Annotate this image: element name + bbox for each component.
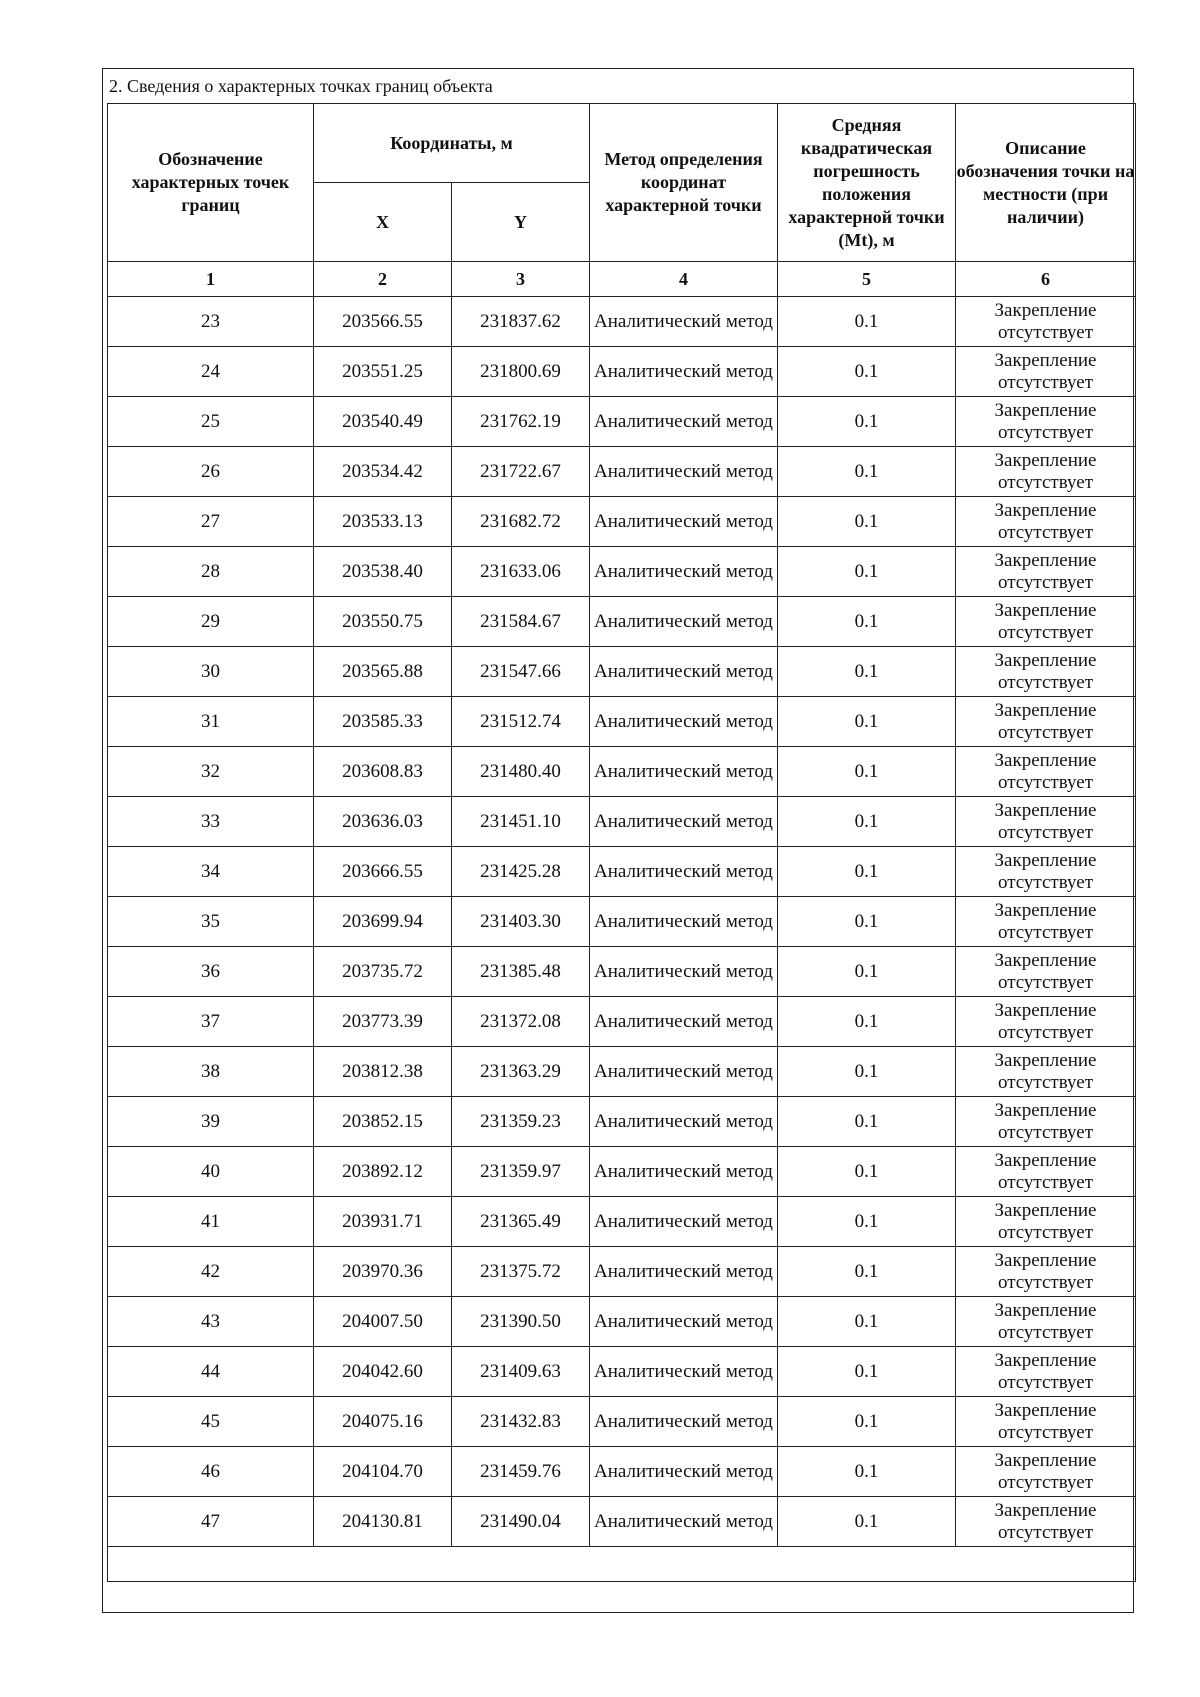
column-number: 2	[314, 262, 452, 297]
x-coordinate-cell: 203735.72	[314, 947, 452, 997]
table-row	[108, 997, 1136, 1047]
description-cell: Закрепление отсутствует	[956, 647, 1136, 697]
point-cell: 38	[108, 1047, 314, 1097]
method-cell: Аналитический метод	[590, 1347, 778, 1397]
description-cell: Закрепление отсутствует	[956, 1397, 1136, 1447]
x-coordinate-cell: 203812.38	[314, 1047, 452, 1097]
y-coordinate-cell: 231762.19	[452, 397, 590, 447]
method-cell: Аналитический метод	[590, 497, 778, 547]
description-cell: Закрепление отсутствует	[956, 297, 1136, 347]
column-numbers-row	[108, 262, 1136, 297]
mean-error-cell: 0.1	[778, 897, 956, 947]
method-cell: Аналитический метод	[590, 1397, 778, 1447]
table-row	[108, 747, 1136, 797]
point-cell: 37	[108, 997, 314, 1047]
x-coordinate-cell: 203970.36	[314, 1247, 452, 1297]
table-row	[108, 1047, 1136, 1097]
table-row	[108, 897, 1136, 947]
y-coordinate-cell: 231722.67	[452, 447, 590, 497]
x-coordinate-cell: 203585.33	[314, 697, 452, 747]
table-row	[108, 1297, 1136, 1347]
point-cell: 34	[108, 847, 314, 897]
empty-row	[108, 1547, 1136, 1582]
y-coordinate-cell: 231459.76	[452, 1447, 590, 1497]
header-coordinates: Координаты, м	[314, 104, 590, 183]
table-row	[108, 697, 1136, 747]
x-coordinate-cell: 204007.50	[314, 1297, 452, 1347]
description-cell: Закрепление отсутствует	[956, 997, 1136, 1047]
point-cell: 43	[108, 1297, 314, 1347]
x-coordinate-cell: 204075.16	[314, 1397, 452, 1447]
column-number: 4	[590, 262, 778, 297]
y-coordinate-cell: 231385.48	[452, 947, 590, 997]
x-coordinate-cell: 203666.55	[314, 847, 452, 897]
point-cell: 24	[108, 347, 314, 397]
method-cell: Аналитический метод	[590, 1097, 778, 1147]
column-number: 1	[108, 262, 314, 297]
table-row	[108, 447, 1136, 497]
document-sheet	[102, 68, 1134, 1613]
table-row	[108, 1347, 1136, 1397]
mean-error-cell: 0.1	[778, 747, 956, 797]
y-coordinate-cell: 231375.72	[452, 1247, 590, 1297]
x-coordinate-cell: 203550.75	[314, 597, 452, 647]
point-cell: 27	[108, 497, 314, 547]
method-cell: Аналитический метод	[590, 1047, 778, 1097]
y-coordinate-cell: 231490.04	[452, 1497, 590, 1547]
table-row	[108, 397, 1136, 447]
point-cell: 45	[108, 1397, 314, 1447]
description-cell: Закрепление отсутствует	[956, 1147, 1136, 1197]
y-coordinate-cell: 231800.69	[452, 347, 590, 397]
point-cell: 42	[108, 1247, 314, 1297]
y-coordinate-cell: 231584.67	[452, 597, 590, 647]
method-cell: Аналитический метод	[590, 897, 778, 947]
method-cell: Аналитический метод	[590, 797, 778, 847]
boundary-points-table	[107, 103, 1136, 1582]
header-point-designation: Обозначение характерных точек границ	[108, 104, 314, 262]
method-cell: Аналитический метод	[590, 647, 778, 697]
empty-cell	[108, 1547, 1136, 1582]
description-cell: Закрепление отсутствует	[956, 1097, 1136, 1147]
header-description: Описание обозначения точки на местности (при наличии)	[956, 104, 1136, 262]
x-coordinate-cell: 203773.39	[314, 997, 452, 1047]
x-coordinate-cell: 203636.03	[314, 797, 452, 847]
mean-error-cell: 0.1	[778, 947, 956, 997]
mean-error-cell: 0.1	[778, 497, 956, 547]
table-row	[108, 1197, 1136, 1247]
y-coordinate-cell: 231425.28	[452, 847, 590, 897]
method-cell: Аналитический метод	[590, 747, 778, 797]
x-coordinate-cell: 203538.40	[314, 547, 452, 597]
x-coordinate-cell: 203892.12	[314, 1147, 452, 1197]
method-cell: Аналитический метод	[590, 347, 778, 397]
x-coordinate-cell: 204130.81	[314, 1497, 452, 1547]
mean-error-cell: 0.1	[778, 1147, 956, 1197]
header-y: Y	[452, 183, 590, 262]
table-row	[108, 1397, 1136, 1447]
mean-error-cell: 0.1	[778, 647, 956, 697]
mean-error-cell: 0.1	[778, 397, 956, 447]
table-row	[108, 347, 1136, 397]
mean-error-cell: 0.1	[778, 1197, 956, 1247]
table-row	[108, 297, 1136, 347]
table-row	[108, 1097, 1136, 1147]
mean-error-cell: 0.1	[778, 447, 956, 497]
y-coordinate-cell: 231480.40	[452, 747, 590, 797]
description-cell: Закрепление отсутствует	[956, 397, 1136, 447]
mean-error-cell: 0.1	[778, 1397, 956, 1447]
method-cell: Аналитический метод	[590, 447, 778, 497]
x-coordinate-cell: 204042.60	[314, 1347, 452, 1397]
mean-error-cell: 0.1	[778, 1097, 956, 1147]
table-row	[108, 547, 1136, 597]
x-coordinate-cell: 203565.88	[314, 647, 452, 697]
y-coordinate-cell: 231633.06	[452, 547, 590, 597]
header-row	[108, 104, 1136, 183]
method-cell: Аналитический метод	[590, 847, 778, 897]
description-cell: Закрепление отсутствует	[956, 1497, 1136, 1547]
table-row	[108, 1497, 1136, 1547]
y-coordinate-cell: 231363.29	[452, 1047, 590, 1097]
point-cell: 33	[108, 797, 314, 847]
method-cell: Аналитический метод	[590, 297, 778, 347]
point-cell: 35	[108, 897, 314, 947]
description-cell: Закрепление отсутствует	[956, 497, 1136, 547]
y-coordinate-cell: 231409.63	[452, 1347, 590, 1397]
mean-error-cell: 0.1	[778, 1297, 956, 1347]
method-cell: Аналитический метод	[590, 997, 778, 1047]
method-cell: Аналитический метод	[590, 1147, 778, 1197]
method-cell: Аналитический метод	[590, 947, 778, 997]
description-cell: Закрепление отсутствует	[956, 1047, 1136, 1097]
description-cell: Закрепление отсутствует	[956, 1297, 1136, 1347]
section-title: 2. Сведения о характерных точках границ объекта	[109, 76, 493, 96]
mean-error-cell: 0.1	[778, 347, 956, 397]
method-cell: Аналитический метод	[590, 547, 778, 597]
x-coordinate-cell: 204104.70	[314, 1447, 452, 1497]
mean-error-cell: 0.1	[778, 697, 956, 747]
x-coordinate-cell: 203533.13	[314, 497, 452, 547]
table-row	[108, 1447, 1136, 1497]
y-coordinate-cell: 231390.50	[452, 1297, 590, 1347]
mean-error-cell: 0.1	[778, 1447, 956, 1497]
description-cell: Закрепление отсутствует	[956, 797, 1136, 847]
y-coordinate-cell: 231451.10	[452, 797, 590, 847]
table-row	[108, 1147, 1136, 1197]
description-cell: Закрепление отсутствует	[956, 1347, 1136, 1397]
description-cell: Закрепление отсутствует	[956, 347, 1136, 397]
mean-error-cell: 0.1	[778, 997, 956, 1047]
y-coordinate-cell: 231512.74	[452, 697, 590, 747]
table-body	[108, 297, 1136, 1582]
point-cell: 46	[108, 1447, 314, 1497]
header-x: X	[314, 183, 452, 262]
method-cell: Аналитический метод	[590, 597, 778, 647]
table-row	[108, 947, 1136, 997]
description-cell: Закрепление отсутствует	[956, 1197, 1136, 1247]
description-cell: Закрепление отсутствует	[956, 1247, 1136, 1297]
description-cell: Закрепление отсутствует	[956, 897, 1136, 947]
method-cell: Аналитический метод	[590, 697, 778, 747]
point-cell: 26	[108, 447, 314, 497]
x-coordinate-cell: 203534.42	[314, 447, 452, 497]
description-cell: Закрепление отсутствует	[956, 447, 1136, 497]
x-coordinate-cell: 203566.55	[314, 297, 452, 347]
point-cell: 23	[108, 297, 314, 347]
y-coordinate-cell: 231837.62	[452, 297, 590, 347]
y-coordinate-cell: 231682.72	[452, 497, 590, 547]
mean-error-cell: 0.1	[778, 297, 956, 347]
mean-error-cell: 0.1	[778, 797, 956, 847]
column-number: 6	[956, 262, 1136, 297]
method-cell: Аналитический метод	[590, 1297, 778, 1347]
y-coordinate-cell: 231403.30	[452, 897, 590, 947]
description-cell: Закрепление отсутствует	[956, 1447, 1136, 1497]
point-cell: 28	[108, 547, 314, 597]
y-coordinate-cell: 231432.83	[452, 1397, 590, 1447]
column-number: 5	[778, 262, 956, 297]
y-coordinate-cell: 231372.08	[452, 997, 590, 1047]
table-row	[108, 597, 1136, 647]
table-row	[108, 1247, 1136, 1297]
table-row	[108, 847, 1136, 897]
point-cell: 25	[108, 397, 314, 447]
header-method: Метод определения координат характерной точки	[590, 104, 778, 262]
y-coordinate-cell: 231365.49	[452, 1197, 590, 1247]
point-cell: 32	[108, 747, 314, 797]
y-coordinate-cell: 231359.97	[452, 1147, 590, 1197]
point-cell: 41	[108, 1197, 314, 1247]
method-cell: Аналитический метод	[590, 397, 778, 447]
mean-error-cell: 0.1	[778, 1047, 956, 1097]
x-coordinate-cell: 203931.71	[314, 1197, 452, 1247]
point-cell: 40	[108, 1147, 314, 1197]
mean-error-cell: 0.1	[778, 847, 956, 897]
point-cell: 39	[108, 1097, 314, 1147]
point-cell: 30	[108, 647, 314, 697]
mean-error-cell: 0.1	[778, 597, 956, 647]
mean-error-cell: 0.1	[778, 1247, 956, 1297]
description-cell: Закрепление отсутствует	[956, 547, 1136, 597]
point-cell: 47	[108, 1497, 314, 1547]
column-number: 3	[452, 262, 590, 297]
header-mean-error: Средняя квадратическая погрешность положения характерной точки (Mt), м	[778, 104, 956, 262]
table-row	[108, 497, 1136, 547]
description-cell: Закрепление отсутствует	[956, 697, 1136, 747]
description-cell: Закрепление отсутствует	[956, 847, 1136, 897]
mean-error-cell: 0.1	[778, 547, 956, 597]
y-coordinate-cell: 231547.66	[452, 647, 590, 697]
x-coordinate-cell: 203699.94	[314, 897, 452, 947]
x-coordinate-cell: 203551.25	[314, 347, 452, 397]
description-cell: Закрепление отсутствует	[956, 947, 1136, 997]
x-coordinate-cell: 203852.15	[314, 1097, 452, 1147]
point-cell: 44	[108, 1347, 314, 1397]
y-coordinate-cell: 231359.23	[452, 1097, 590, 1147]
method-cell: Аналитический метод	[590, 1497, 778, 1547]
method-cell: Аналитический метод	[590, 1247, 778, 1297]
mean-error-cell: 0.1	[778, 1347, 956, 1397]
point-cell: 29	[108, 597, 314, 647]
method-cell: Аналитический метод	[590, 1197, 778, 1247]
description-cell: Закрепление отсутствует	[956, 597, 1136, 647]
point-cell: 31	[108, 697, 314, 747]
method-cell: Аналитический метод	[590, 1447, 778, 1497]
mean-error-cell: 0.1	[778, 1497, 956, 1547]
table-row	[108, 797, 1136, 847]
x-coordinate-cell: 203540.49	[314, 397, 452, 447]
x-coordinate-cell: 203608.83	[314, 747, 452, 797]
point-cell: 36	[108, 947, 314, 997]
description-cell: Закрепление отсутствует	[956, 747, 1136, 797]
table-row	[108, 647, 1136, 697]
